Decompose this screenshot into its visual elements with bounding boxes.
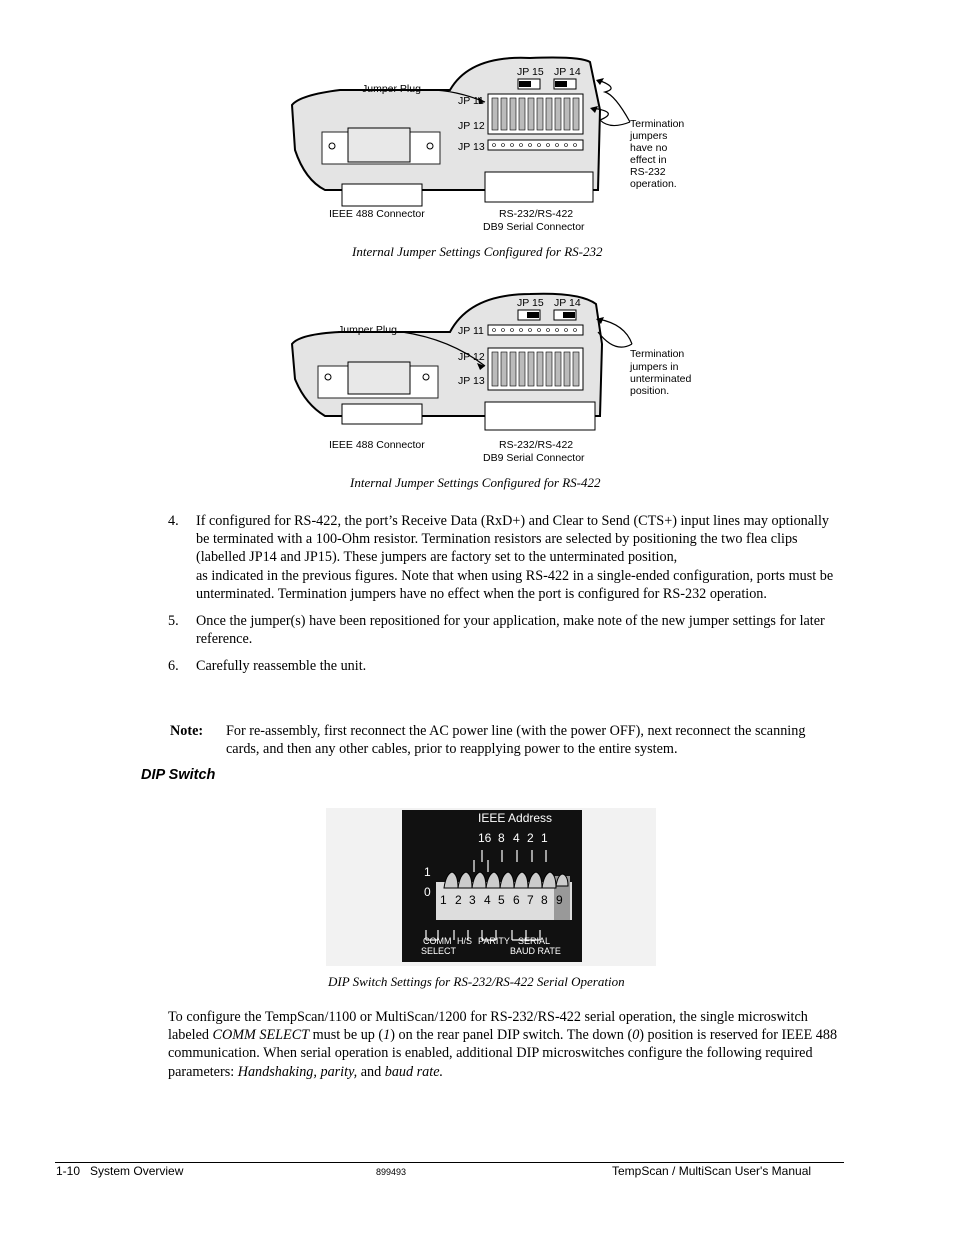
fig2-jp13-label: JP 13 xyxy=(458,375,485,387)
fig1-ieee-connector-label: IEEE 488 Connector xyxy=(329,208,425,220)
para-text: ) position is reserved for IEEE 488 communication. When serial operation is enabled, additional DIP microswitches configure the following required parameters: xyxy=(168,1027,838,1080)
footer-right: TempScan / MultiScan User's Manual xyxy=(612,1164,812,1178)
para-italic-baud-rate: baud rate. xyxy=(384,1063,444,1080)
dip-group-comm: COMM xyxy=(423,936,452,946)
fig1-jumper-plug-label: Jumper Plug xyxy=(362,83,421,95)
fig2-note-line: Termination xyxy=(630,348,685,360)
fig1-note-line: operation. xyxy=(630,178,677,190)
procedure-steps xyxy=(168,512,840,685)
step-text: If configured for RS-422, the port’s Receive Data (RxD+) and Clear to Send (CTS+) input lines may optionally be terminated with a 100-Ohm resistor. Termination resistors are selected by positioning the two flea clips (labelled JP14 and JP15). These jumpers are factory set to the unterminated position, xyxy=(196,513,830,566)
fig1-note-line: have no xyxy=(630,142,668,154)
step-text: Once the jumper(s) have been repositioned for your application, make note of the new jumper settings for later reference. xyxy=(196,613,825,648)
fig1-jp15-label: JP 15 xyxy=(517,66,544,78)
step-text: Carefully reassemble the unit. xyxy=(196,658,367,675)
section-heading: DIP Switch xyxy=(141,767,216,783)
fig2-jp12-label: JP 12 xyxy=(458,351,485,363)
dip-caption: DIP Switch Settings for RS-232/RS-422 Serial Operation xyxy=(328,974,625,989)
fig2-jumper-plug-label: Jumper Plug xyxy=(338,324,397,336)
dip-switch-number: 6 xyxy=(513,893,520,907)
dip-switch-figure xyxy=(326,808,656,966)
dip-weight-1: 1 xyxy=(541,831,548,845)
dip-paragraph xyxy=(168,1008,848,1081)
para-text: must be up ( xyxy=(309,1027,384,1044)
dip-switch-number: 2 xyxy=(455,893,462,907)
step-item xyxy=(168,512,840,603)
fig1-note-line: effect in xyxy=(630,154,667,166)
dip-position-down: 0 xyxy=(424,885,431,899)
footer-rule xyxy=(55,1162,844,1163)
dip-switch-number: 3 xyxy=(469,893,476,907)
fig2-caption: Internal Jumper Settings Configured for RS-422 xyxy=(350,475,601,490)
footer-center: 899493 xyxy=(376,1167,407,1177)
step-number: 6. xyxy=(168,658,179,675)
dip-switch-number: 4 xyxy=(484,893,491,907)
para-italic-parameters: Handshaking, parity, xyxy=(237,1063,358,1080)
dip-weight-2: 2 xyxy=(527,831,534,845)
dip-weight-8: 8 xyxy=(498,831,505,845)
dip-group-parity: PARITY xyxy=(478,936,510,946)
fig1-jp13-label: JP 13 xyxy=(458,141,485,153)
note-label: Note: xyxy=(170,723,204,739)
fig1-serial-connector-label-2: DB9 Serial Connector xyxy=(483,221,585,233)
fig1-jp12-label: JP 12 xyxy=(458,120,485,132)
fig2-note-line: jumpers in xyxy=(630,361,679,373)
fig1-caption: Internal Jumper Settings Configured for RS-232 xyxy=(352,244,603,259)
step-number: 4. xyxy=(168,513,179,529)
para-text: To configure the TempScan/1100 or MultiScan/1200 for RS-232/RS-422 serial operation, the single microswitch labeled xyxy=(168,1009,808,1044)
para-italic-one: 1 xyxy=(383,1027,391,1044)
dip-weight-16: 16 xyxy=(478,831,492,845)
fig1-note-line: RS-232 xyxy=(630,166,666,178)
para-italic-comm-select: COMM SELECT xyxy=(212,1027,310,1044)
note-block xyxy=(170,722,830,758)
step-number: 5. xyxy=(168,613,179,630)
dip-group-comm-2: SELECT xyxy=(421,946,457,956)
dip-switch-number: 1 xyxy=(440,893,447,907)
fig1-serial-connector-label: RS-232/RS-422 xyxy=(499,208,574,220)
note-text: For re-assembly, first reconnect the AC power line (with the power OFF), next reconnect the scanning cards, and then any other cables, prior to reapplying power to the entire system. xyxy=(226,723,806,758)
step-text-continued: as indicated in the previous figures. Note that when using RS-422 in a single-ended configuration, ports must be unterminated. Termination jumpers have no effect when the port is configured for RS-232 operation. xyxy=(196,567,834,602)
fig1-note-line: Termination xyxy=(630,118,685,130)
fig2-serial-connector-label-2: DB9 Serial Connector xyxy=(483,452,585,464)
dip-switch-number: 7 xyxy=(527,893,534,907)
dip-switch-number: 9 xyxy=(556,893,563,907)
dip-group-serial: SERIAL xyxy=(518,936,551,946)
fig2-note-line: position. xyxy=(630,385,670,397)
dip-switch-number: 5 xyxy=(498,893,505,907)
dip-switch-number: 8 xyxy=(541,893,548,907)
footer-left: 1-10 System Overview xyxy=(56,1164,184,1178)
step-item xyxy=(168,657,840,675)
step-item xyxy=(168,612,840,648)
fig1-jp14-label: JP 14 xyxy=(554,66,581,78)
dip-position-up: 1 xyxy=(424,865,431,879)
dip-group-hs: H/S xyxy=(457,936,473,946)
fig2-jp15-label: JP 15 xyxy=(517,297,544,309)
fig2-ieee-connector-label: IEEE 488 Connector xyxy=(329,439,425,451)
dip-weight-4: 4 xyxy=(513,831,520,845)
fig2-jp11-label: JP 11 xyxy=(458,325,484,337)
dip-header: IEEE Address xyxy=(478,811,553,825)
para-text: and xyxy=(357,1063,385,1080)
para-text: ) on the rear panel DIP switch. The down ( xyxy=(390,1027,633,1044)
dip-group-baud-rate: BAUD RATE xyxy=(510,946,561,956)
fig1-jp11-label: JP 11 xyxy=(458,95,484,107)
fig2-serial-connector-label: RS-232/RS-422 xyxy=(499,439,574,451)
fig2-note-line: unterminated xyxy=(630,373,692,385)
fig2-jp14-label: JP 14 xyxy=(554,297,581,309)
para-italic-zero: 0 xyxy=(632,1027,640,1044)
fig1-note-line: jumpers xyxy=(630,130,668,142)
